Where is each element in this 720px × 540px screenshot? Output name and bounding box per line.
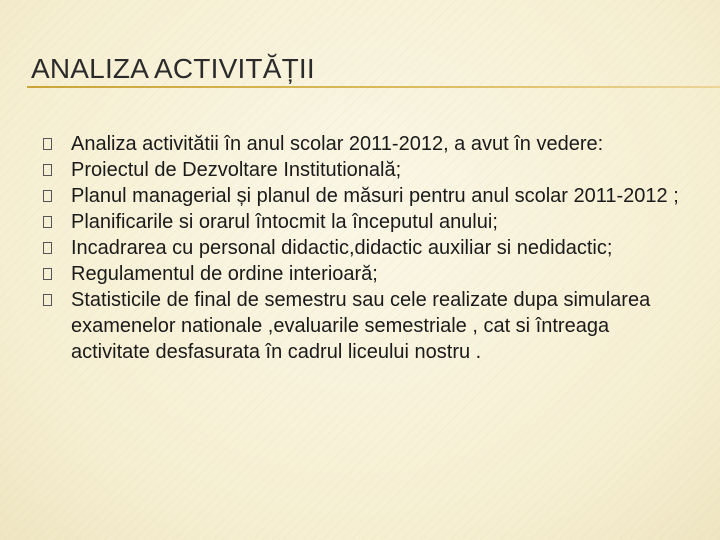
list-item bbox=[43, 183, 693, 209]
square-bullet-icon bbox=[43, 268, 52, 280]
list-item-text: Proiectul de Dezvoltare Institutională; bbox=[71, 159, 402, 181]
square-bullet-icon bbox=[43, 216, 52, 228]
list-item bbox=[43, 157, 693, 183]
list-item-text: Planul managerial și planul de măsuri pentru anul scolar 2011-2012 ; bbox=[71, 185, 679, 207]
list-item bbox=[43, 261, 693, 287]
square-bullet-icon bbox=[43, 164, 52, 176]
list-item-text: Statisticile de final de semestru sau cele realizate dupa simularea examenelor nationale ,evaluarile semestriale , cat si întreaga activitate desfasurata în cadrul liceului nostru . bbox=[71, 289, 651, 363]
title-divider bbox=[27, 86, 720, 88]
list-item bbox=[43, 287, 693, 365]
square-bullet-icon bbox=[43, 138, 52, 150]
list-item-text: Analiza activitătii în anul scolar 2011-2012, a avut în vedere: bbox=[71, 133, 604, 155]
bullet-list bbox=[43, 131, 693, 365]
square-bullet-icon bbox=[43, 242, 52, 254]
square-bullet-icon bbox=[43, 294, 52, 306]
list-item-text: Incadrarea cu personal didactic,didactic auxiliar si nedidactic; bbox=[71, 237, 613, 259]
list-item-text: Planificarile si orarul întocmit la începutul anului; bbox=[71, 211, 498, 233]
list-item bbox=[43, 131, 693, 157]
list-item bbox=[43, 209, 693, 235]
list-item bbox=[43, 235, 693, 261]
list-item-text: Regulamentul de ordine interioară; bbox=[71, 263, 378, 285]
slide-title: ANALIZA ACTIVITĂȚII bbox=[31, 53, 315, 84]
square-bullet-icon bbox=[43, 190, 52, 202]
